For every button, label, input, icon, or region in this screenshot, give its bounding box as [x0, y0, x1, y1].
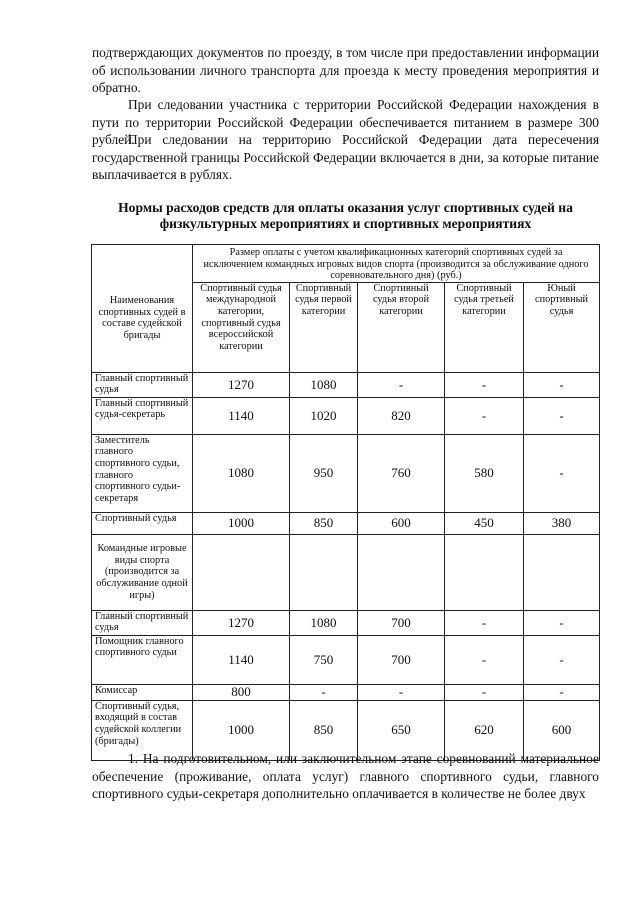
payment-value: 600: [524, 700, 600, 760]
referee-payment-table: [91, 244, 600, 761]
payment-value: -: [524, 434, 600, 512]
row-name: Спортивный судья: [92, 512, 193, 534]
paragraph-travel-documents: подтверждающих документов по проезду, в том числе при предоставлении информации об использовании личного транспорта для проезда к месту проведения мероприятия и обратно.: [92, 45, 599, 95]
section-header: Командные игровые виды спорта (производится за обслуживание одной игры): [92, 534, 193, 610]
payment-value: 1140: [193, 635, 290, 684]
payment-value: -: [358, 372, 445, 397]
payment-value: 1000: [193, 700, 290, 760]
table-row: [92, 372, 600, 397]
row-name: Главный спортивный судья: [92, 372, 193, 397]
table-row: [92, 610, 600, 635]
payment-value: 850: [290, 512, 358, 534]
payment-value: 950: [290, 434, 358, 512]
payment-value: -: [524, 610, 600, 635]
payment-value: -: [445, 397, 524, 434]
row-name: Комиссар: [92, 684, 193, 700]
payment-value: 750: [290, 635, 358, 684]
table-row: [92, 397, 600, 434]
payment-value: -: [524, 684, 600, 700]
payment-value: 600: [358, 512, 445, 534]
paragraph-meals-in-transit: При следовании участника с территории Российской Федерации нахождения в пути по территории Российской Федерации обеспечивается питанием в размере 300 рублей.: [92, 97, 599, 147]
row-name: Заместитель главного спортивного судьи, главного спортивного судьи-секретаря: [92, 434, 193, 512]
payment-value: 700: [358, 610, 445, 635]
payment-value: 700: [358, 635, 445, 684]
payment-value: -: [445, 372, 524, 397]
payment-value: 1080: [193, 434, 290, 512]
payment-value: -: [445, 635, 524, 684]
payment-value: 1080: [290, 372, 358, 397]
payment-value: 380: [524, 512, 600, 534]
table-row: [92, 635, 600, 684]
column-header: Спортивный судья первой категории: [290, 282, 358, 372]
column-header: Спортивный судья международной категории, спортивный судья всероссийской категории: [193, 282, 290, 372]
row-name: Помощник главного спортивного судьи: [92, 635, 193, 684]
payment-value: 1140: [193, 397, 290, 434]
payment-value: -: [290, 684, 358, 700]
payment-value: 1270: [193, 372, 290, 397]
table-row: [92, 434, 600, 512]
payment-value: -: [358, 684, 445, 700]
payment-value: 650: [358, 700, 445, 760]
table-title: Нормы расходов средств для оплаты оказания услуг спортивных судей на физкультурных мероприятиях и спортивных мероприятиях: [118, 200, 573, 231]
name-column-header: Наименования спортивных судей в составе судейской бригады: [92, 245, 193, 373]
table-row: [92, 684, 600, 700]
row-name: Спортивный судья, входящий в состав судейской коллегии (бригады): [92, 700, 193, 760]
row-name: Главный спортивный судья: [92, 610, 193, 635]
payment-value: 450: [445, 512, 524, 534]
payment-value: 1080: [290, 610, 358, 635]
payment-value: 760: [358, 434, 445, 512]
payment-value: 800: [193, 684, 290, 700]
section-row-team-sports: [92, 534, 600, 610]
payment-value: -: [445, 610, 524, 635]
payment-value: -: [524, 635, 600, 684]
payment-value: 1000: [193, 512, 290, 534]
payment-value: -: [524, 372, 600, 397]
payment-value: -: [445, 684, 524, 700]
payment-value: -: [524, 397, 600, 434]
paragraph-preparatory-stage: 1. На подготовительном, или заключительном этапе соревнований материальное обеспечение (проживание, оплата услуг) главного спортивного судьи, главного спортивного судьи-секретаря дополнительно оплачивается в количестве не более двух: [92, 751, 599, 801]
payment-value: 820: [358, 397, 445, 434]
payment-value: 580: [445, 434, 524, 512]
payment-value: 1270: [193, 610, 290, 635]
column-header: Юный спортивный судья: [524, 282, 600, 372]
column-header: Спортивный судья третьей категории: [445, 282, 524, 372]
row-name: Главный спортивный судья-секретарь: [92, 397, 193, 434]
payment-group-header: Размер оплаты с учетом квалификационных категорий спортивных судей за исключением командных игровых видов спорта (производится за обслуживание одного соревновательного дня) (руб.): [193, 245, 600, 283]
paragraph-border-crossing: При следовании на территорию Российской Федерации дата пересечения государственной границы Российской Федерации включается в дни, за которые питание выплачивается в рублях.: [92, 132, 599, 182]
column-header: Спортивный судья второй категории: [358, 282, 445, 372]
payment-value: 620: [445, 700, 524, 760]
payment-value: 850: [290, 700, 358, 760]
payment-value: 1020: [290, 397, 358, 434]
table-row: [92, 512, 600, 534]
